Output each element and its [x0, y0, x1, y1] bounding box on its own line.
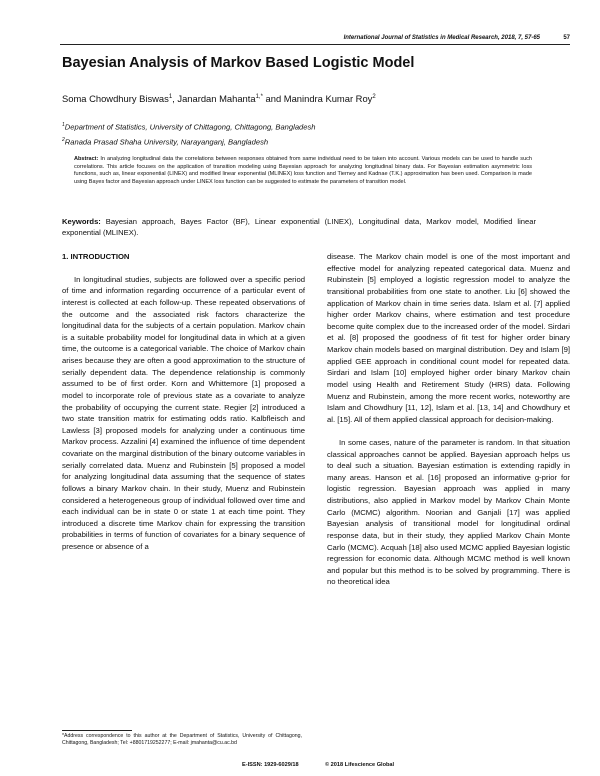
affiliation-text: Ranada Prasad Shaha University, Narayanganj, Bangladesh: [64, 137, 269, 147]
affiliation-1: [62, 122, 542, 132]
keywords: [62, 216, 536, 238]
left-column: [62, 251, 305, 564]
paragraph: In some cases, nature of the parameter is random. In that situation classical approaches cannot be applied. Bayesian approach helps us to deal such a situation. Bayesian estimation is extending rapidly in many areas. Hanson et al. [16] proposed an informative g-prior for logistic regression. Bayesian approach was applied in many distributions, also applied in Markov model by Markov Chain Monte Carlo (MCMC) algorithm. Noorian and Ganjali [17] was applied Bayesian analysis of transitional model for longitudinal ordinal response data, but in their study, they applied Markov Chain Monte Carlo (MCMC). Acquah [18] also used MCMC applied Bayesian logistic regression for economic data. Although MCMC method is well known and popular but this method is to be solved by programming. There is no theoretical idea: [327, 437, 570, 587]
abstract-label: Abstract:: [74, 156, 99, 162]
footer-issn: E-ISSN: 1929-6029/18: [242, 762, 299, 768]
right-column: [327, 251, 570, 600]
author-name: Manindra Kumar Roy: [283, 93, 373, 104]
author-and: and: [262, 93, 284, 104]
keywords-text: Bayesian approach, Bayes Factor (BF), Linear exponential (LINEX), Longitudinal data, Markov model, Modified linear exponential (MLINEX).: [62, 217, 536, 237]
page-number: 57: [563, 35, 570, 41]
keywords-label: Keywords:: [62, 217, 101, 226]
abstract: [74, 156, 532, 187]
affiliation-text: Department of Statistics, University of Chittagong, Chittagong, Bangladesh: [64, 122, 316, 132]
affiliation-sup: 2: [62, 137, 65, 143]
affiliation-2: [62, 137, 542, 147]
author-sup: 2: [372, 93, 376, 100]
author-separator: ,: [172, 93, 178, 104]
correspondence-footnote: *Address correspondence to this author at the Department of Statistics, University of Chittagong, Chittagong, Bangladesh; Tel: +8801719252277; E-mail: jmahanta@cu.ac.bd: [62, 733, 302, 746]
author-sup: 1,*: [255, 93, 263, 100]
article-title: Bayesian Analysis of Markov Based Logistic Model: [62, 55, 415, 71]
section-heading: 1. INTRODUCTION: [62, 252, 130, 261]
running-head: International Journal of Statistics in Medical Research, 2018, 7, 57-65: [343, 35, 540, 41]
footnote-rule: [62, 730, 132, 731]
abstract-text: In analyzing longitudinal data the correlations between responses obtained from same individual need to be taken into account. Various models can be used to handle such correlations. This article focuses on the application of transition modeling using Bayesian approach for analyzing longitudinal binary data. For Bayesian estimation asymmetric loss functions, such as, linear exponential (LINEX) and modified linear exponential (MLINEX) loss function and Tierney and Kadnae (T.K.) approximation has been used. Comparison is made using Bayes factor and Bayesian approach under LINEX loss function can be suggested to estimate the parameters of transition model.: [74, 156, 533, 186]
affiliation-sup: 1: [62, 122, 65, 128]
header-rule: [60, 44, 570, 45]
footer-copyright: © 2018 Lifescience Global: [325, 762, 395, 768]
author-name: Janardan Mahanta: [177, 93, 256, 104]
author-list: [62, 93, 542, 104]
paragraph: In longitudinal studies, subjects are followed over a specific period of time and information regarding occurrence of a particular event of interest is collected at each follow-up. These repeated observations of the outcome and the associated risk factors characterize the longitudinal data for the subjects of a certain population. Markov chain is a suitable probability model for longitudinal data in which at a given time, the outcome is a categorical variable. The choice of Markov chain arises because they are often a good approximation to the structure of serially dependent data. The dependence relationship is commonly assumed to be of first order. Korn and Whittemore [1] proposed a model to incorporate role of previous state as a covariate to analyze the probability of occupying the current state. Regier [2] introduced a two state transition matrix for estimating odds ratio. Kalbfleisch and Lawless [3] proposed models for analyzing under a continuous time Markov process. Azzalini [4] examined the influence of time dependent covariate on the marginal distribution of the binary outcome variables in serially correlated data. Muenz and Rubinstein [5] proposed a model for analyzing longitudinal data assuming that the sequence of states follows a binary Markov chain. In their study, Muenz and Rubinstein considered a heterogeneous group of individual followed over time and each individual can be in state 0 or state 1 at each time point. They introduced a discrete time Markov chain for expressing the transition probabilities in terms of function of covariates for a binary sequence of presence or absence of a: [62, 274, 305, 551]
author-name: Soma Chowdhury Biswas: [62, 93, 169, 104]
author-sup: 1: [168, 93, 173, 100]
paragraph: disease. The Markov chain model is one of the most important and effective model for analyzing repeated categorical data. Muenz and Rubinstein [5] employed a logistic regression model to analyze the transitional probabilities from one state to another. Liu [6] showed the application of Markov chain in time series data. Islam et al. [7] applied higher order Markov chains, where estimation and test procedure become quite complex due to the increased order of the model. Sirdari et al. [8] proposed the goodness of fit test for higher order binary Markov chain models based on marginal distribution. Dey and Islam [9] applied GEE approach in conditional count model for repeated data. Sirdari and Islam [10] employed higher order binary Markov chain model using Health and Retirement Study (HRS) data. Following Muenz and Rubinstein, among the more recent works, noteworthy are Islam and Chowdhury [11, 12], Islam et al. [13, 14] and Chowdhury et al. [15]. All of them applied classical approach for decision-making.: [327, 252, 570, 424]
